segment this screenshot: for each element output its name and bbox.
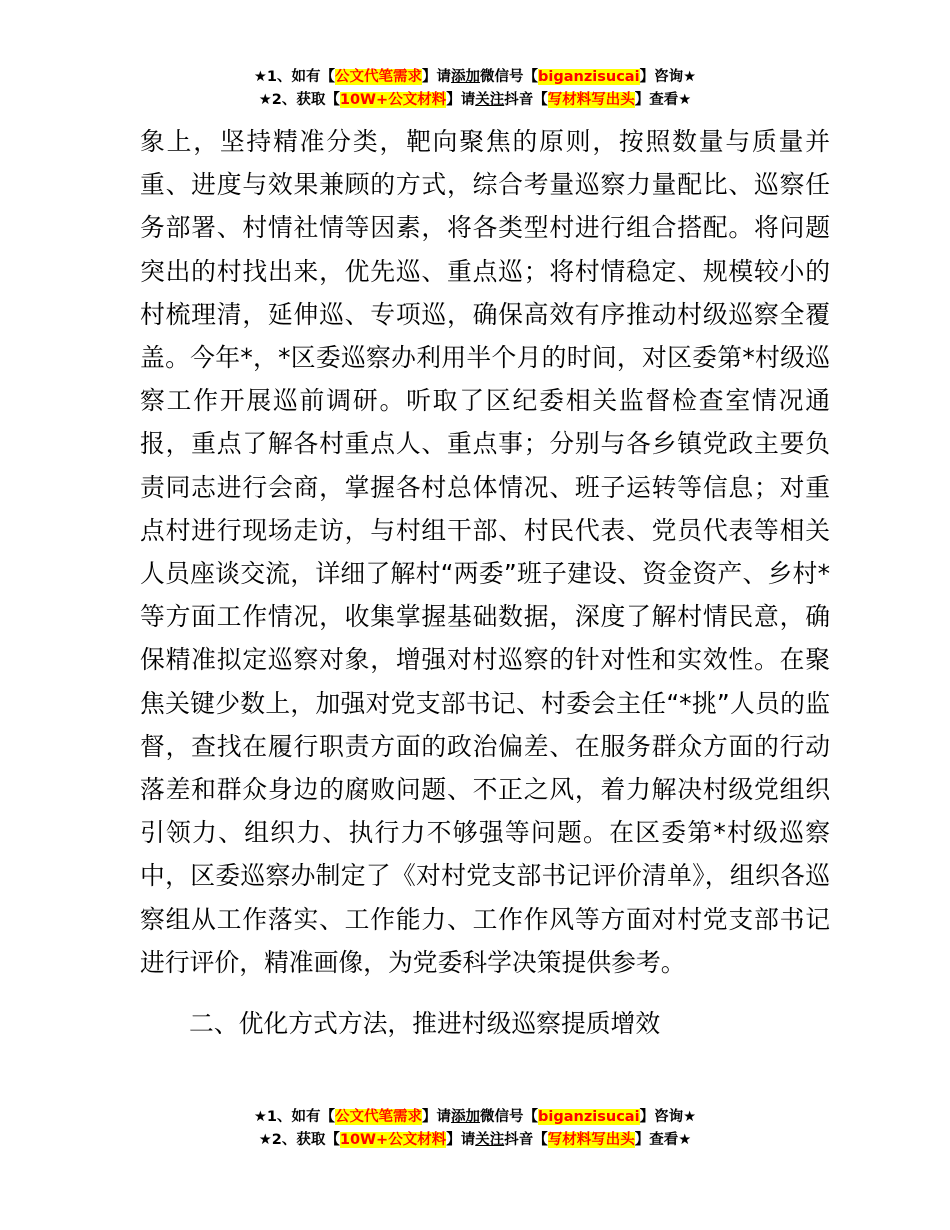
body-paragraph: 象上，坚持精准分类，靶向聚焦的原则，按照数量与质量并重、进度与效果兼顾的方式，综合考量巡察力量配比、巡察任务部署、村情社情等因素，将各类型村进行组合搭配。将问题突出的村找出来，优先巡、重点巡；将村情稳定、规模较小的村梳理清，延伸巡、专项巡，确保高效有序推动村级巡察全覆盖。今年*，*区委巡察办利用半个月的时间，对区委第*村级巡察工作开展巡前调研。听取了区纪委相关监督检查室情况通报，重点了解各村重点人、重点事；分别与各乡镇党政主要负责同志进行会商，掌握各村总体情况、班子运转等信息；对重点村进行现场走访，与村组干部、村民代表、党员代表等相关人员座谈交流，详细了解村“两委”班子建设、资金资产、乡村*等方面工作情况，收集掌握基础数据，深度了解村情民意，确保精准拟定巡察对象，增强对村巡察的针对性和实效性。在聚焦关键少数上，加强对党支部书记、村委会主任“*挑”人员的监督，查找在履行职责方面的政治偏差、在服务群众方面的行动落差和群众身边的腐败问题、不正之风，着力解决村级党组织引领力、组织力、执行力不够强等问题。在区委第*村级巡察中，区委巡察办制定了《对村党支部书记评价清单》，组织各巡察组从工作落实、工作能力、工作作风等方面对村党支部书记进行评价，精准画像，为党委科学决策提供参考。 [140, 127, 830, 977]
highlight-wechat-id: biganzisucai [538, 1109, 640, 1125]
highlight-account: 写材料写出头 [547, 92, 635, 108]
highlight-account: 写材料写出头 [547, 1132, 635, 1148]
highlight-materials: 10W+公文材料 [339, 1132, 447, 1148]
footer-banner [0, 1106, 950, 1152]
underlined-word: 添加 [451, 1109, 481, 1125]
section-heading: 二、优化方式方法，推进村级巡察提质增效 [189, 1009, 661, 1039]
underlined-word: 关注 [475, 92, 505, 108]
footer-line-2: ★2、获取【10W+公文材料】请关注抖音【写材料写出头】查看★ [258, 1132, 692, 1148]
highlight-wechat-id: biganzisucai [538, 69, 640, 85]
banner-line-2: ★2、获取【10W+公文材料】请关注抖音【写材料写出头】查看★ [258, 92, 692, 108]
footer-line-1: ★1、如有【公文代笔需求】请添加微信号【biganzisucai】咨询★ [253, 1109, 697, 1125]
header-banner [0, 66, 950, 112]
highlight-materials: 10W+公文材料 [339, 92, 447, 108]
document-body [140, 120, 830, 1045]
highlight-service: 公文代笔需求 [335, 1109, 423, 1125]
underlined-word: 关注 [475, 1132, 505, 1148]
underlined-word: 添加 [451, 69, 481, 85]
banner-line-1: ★1、如有【公文代笔需求】请添加微信号【biganzisucai】咨询★ [253, 69, 697, 85]
highlight-service: 公文代笔需求 [335, 69, 423, 85]
